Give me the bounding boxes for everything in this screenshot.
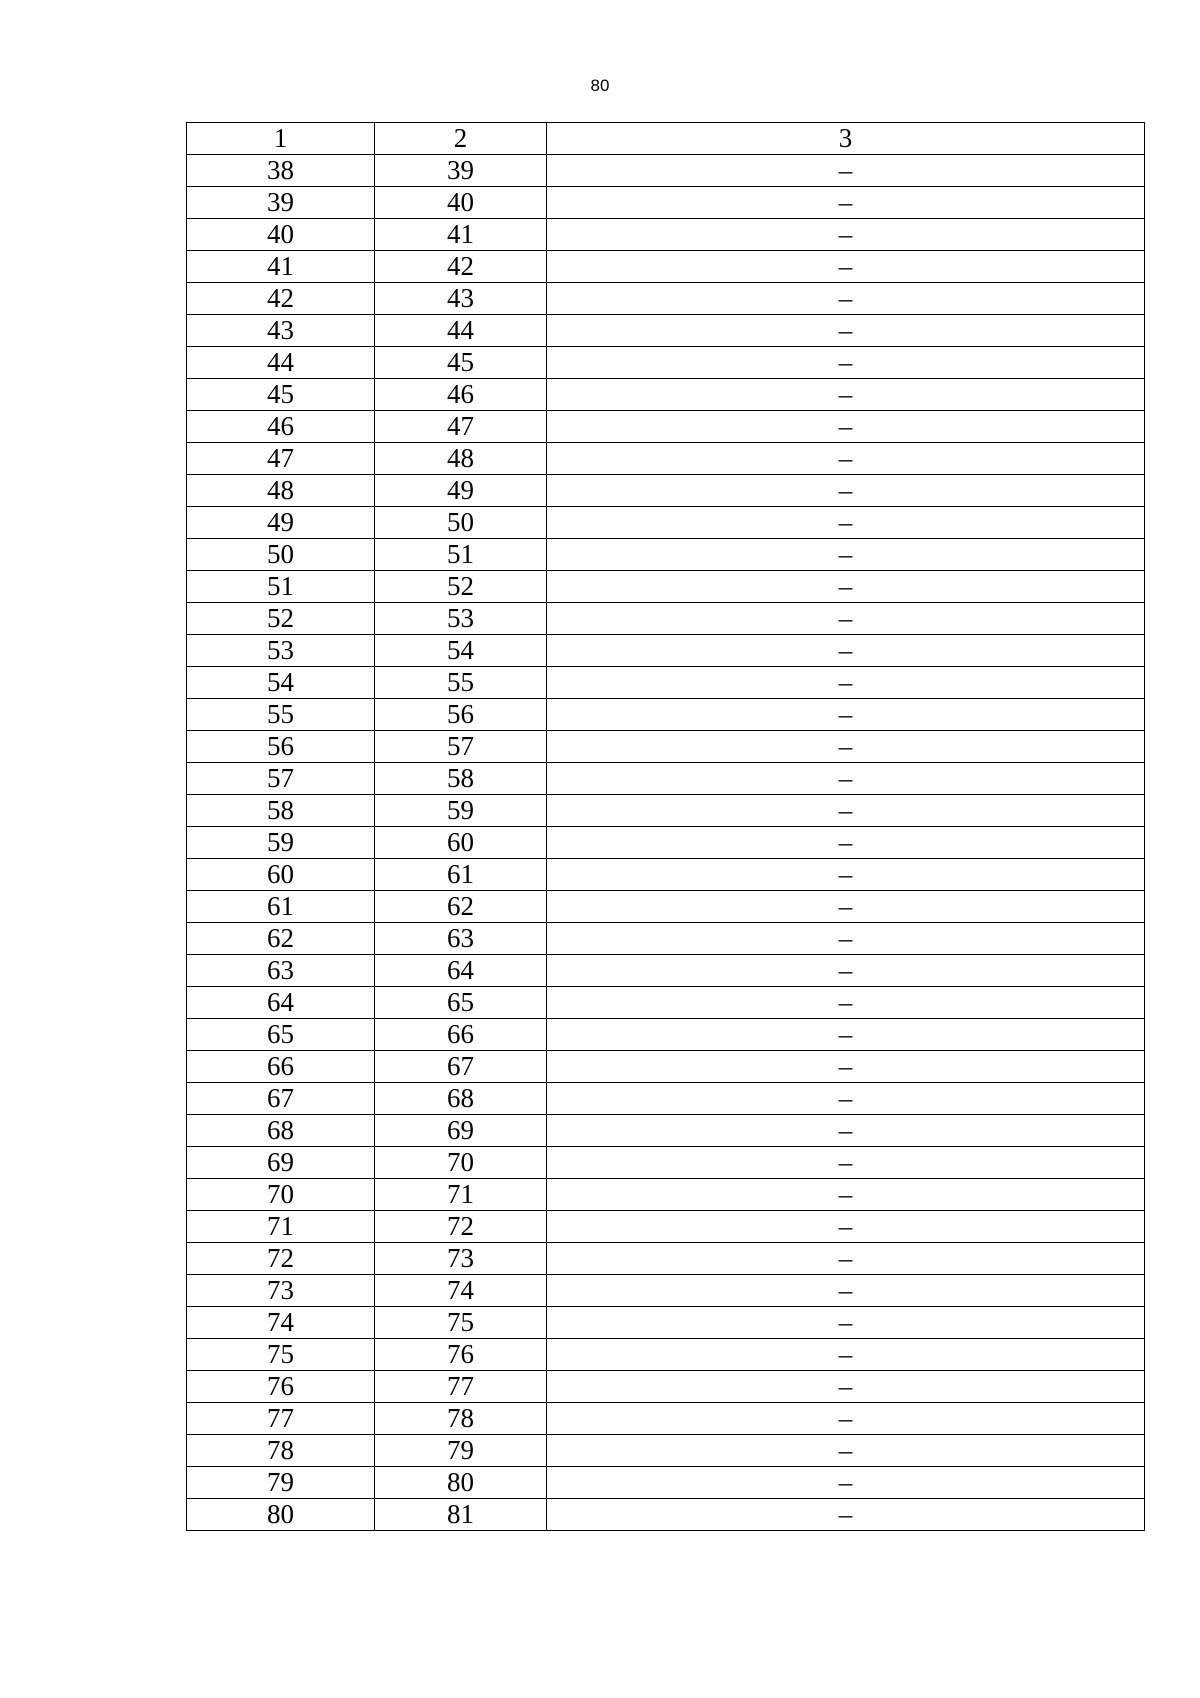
- table-cell-col-2: 53: [375, 603, 547, 635]
- table-cell-col-2: 61: [375, 859, 547, 891]
- table-cell-col-3: –: [547, 251, 1145, 283]
- table-row: [187, 283, 1145, 315]
- table-cell-col-2: 74: [375, 1275, 547, 1307]
- table-row: [187, 411, 1145, 443]
- table-cell-col-3: –: [547, 1083, 1145, 1115]
- table-cell-col-3: –: [547, 699, 1145, 731]
- table-cell-col-2: 55: [375, 667, 547, 699]
- table-cell-col-1: 65: [187, 1019, 375, 1051]
- table-row: [187, 635, 1145, 667]
- table-cell-col-1: 75: [187, 1339, 375, 1371]
- table-cell-col-3: –: [547, 1019, 1145, 1051]
- table-cell-col-3: –: [547, 475, 1145, 507]
- table-cell-col-1: 80: [187, 1499, 375, 1531]
- table-cell-col-3: –: [547, 315, 1145, 347]
- table-cell-col-3: –: [547, 859, 1145, 891]
- table-cell-col-1: 69: [187, 1147, 375, 1179]
- table-cell-col-2: 42: [375, 251, 547, 283]
- table-row: [187, 1499, 1145, 1531]
- table-cell-col-1: 47: [187, 443, 375, 475]
- table-row: [187, 1243, 1145, 1275]
- table-cell-col-2: 78: [375, 1403, 547, 1435]
- table-row: [187, 443, 1145, 475]
- table-cell-col-1: 42: [187, 283, 375, 315]
- table-cell-col-3: –: [547, 1211, 1145, 1243]
- table-cell-col-1: 61: [187, 891, 375, 923]
- table-row: [187, 1051, 1145, 1083]
- table-row: [187, 475, 1145, 507]
- table-body: [187, 155, 1145, 1531]
- table-cell-col-2: 73: [375, 1243, 547, 1275]
- table-cell-col-2: 68: [375, 1083, 547, 1115]
- table-cell-col-3: –: [547, 987, 1145, 1019]
- table-cell-col-1: 63: [187, 955, 375, 987]
- table-cell-col-1: 68: [187, 1115, 375, 1147]
- table-cell-col-2: 54: [375, 635, 547, 667]
- table-cell-col-1: 49: [187, 507, 375, 539]
- table-cell-col-3: –: [547, 1179, 1145, 1211]
- table-cell-col-3: –: [547, 379, 1145, 411]
- table-cell-col-2: 72: [375, 1211, 547, 1243]
- table-cell-col-2: 43: [375, 283, 547, 315]
- table-header: [187, 123, 1145, 155]
- table-row: [187, 667, 1145, 699]
- table-cell-col-1: 41: [187, 251, 375, 283]
- table-cell-col-1: 54: [187, 667, 375, 699]
- table-row: [187, 955, 1145, 987]
- table-cell-col-3: –: [547, 187, 1145, 219]
- table-cell-col-1: 44: [187, 347, 375, 379]
- table-cell-col-1: 72: [187, 1243, 375, 1275]
- table-cell-col-1: 55: [187, 699, 375, 731]
- table-cell-col-1: 62: [187, 923, 375, 955]
- table-cell-col-1: 64: [187, 987, 375, 1019]
- table-cell-col-3: –: [547, 539, 1145, 571]
- table-row: [187, 923, 1145, 955]
- table-row: [187, 219, 1145, 251]
- table-cell-col-3: –: [547, 891, 1145, 923]
- table-cell-col-3: –: [547, 1147, 1145, 1179]
- table-row: [187, 1115, 1145, 1147]
- table-cell-col-3: –: [547, 827, 1145, 859]
- table-cell-col-1: 67: [187, 1083, 375, 1115]
- table-cell-col-2: 69: [375, 1115, 547, 1147]
- table-cell-col-2: 49: [375, 475, 547, 507]
- table-cell-col-1: 46: [187, 411, 375, 443]
- table-cell-col-3: –: [547, 347, 1145, 379]
- table-cell-col-3: –: [547, 1275, 1145, 1307]
- table-cell-col-1: 52: [187, 603, 375, 635]
- table-cell-col-1: 74: [187, 1307, 375, 1339]
- table-cell-col-1: 39: [187, 187, 375, 219]
- table-cell-col-2: 80: [375, 1467, 547, 1499]
- table-row: [187, 1211, 1145, 1243]
- table-cell-col-1: 48: [187, 475, 375, 507]
- table-cell-col-1: 58: [187, 795, 375, 827]
- table-cell-col-1: 78: [187, 1435, 375, 1467]
- table-cell-col-2: 50: [375, 507, 547, 539]
- table-row: [187, 603, 1145, 635]
- table-cell-col-2: 40: [375, 187, 547, 219]
- table-row: [187, 1435, 1145, 1467]
- table-cell-col-1: 45: [187, 379, 375, 411]
- table-cell-col-3: –: [547, 571, 1145, 603]
- table-cell-col-3: –: [547, 411, 1145, 443]
- table-cell-col-2: 59: [375, 795, 547, 827]
- table-cell-col-2: 64: [375, 955, 547, 987]
- table-cell-col-1: 51: [187, 571, 375, 603]
- table-row: [187, 827, 1145, 859]
- table-cell-col-2: 58: [375, 763, 547, 795]
- table-cell-col-2: 81: [375, 1499, 547, 1531]
- table-cell-col-1: 71: [187, 1211, 375, 1243]
- table-row: [187, 1275, 1145, 1307]
- table-cell-col-1: 59: [187, 827, 375, 859]
- table-cell-col-2: 63: [375, 923, 547, 955]
- table-cell-col-2: 77: [375, 1371, 547, 1403]
- table-row: [187, 1467, 1145, 1499]
- table-row: [187, 1339, 1145, 1371]
- table-row: [187, 1179, 1145, 1211]
- table-cell-col-3: –: [547, 795, 1145, 827]
- table-cell-col-1: 79: [187, 1467, 375, 1499]
- table-cell-col-2: 48: [375, 443, 547, 475]
- table-row: [187, 1083, 1145, 1115]
- table-cell-col-1: 40: [187, 219, 375, 251]
- header-cell-2: 2: [375, 123, 547, 155]
- table-cell-col-3: –: [547, 1051, 1145, 1083]
- table-row: [187, 347, 1145, 379]
- table-row: [187, 987, 1145, 1019]
- table-cell-col-2: 52: [375, 571, 547, 603]
- table-header-row: [187, 123, 1145, 155]
- table-cell-col-1: 60: [187, 859, 375, 891]
- table-row: [187, 731, 1145, 763]
- table-row: [187, 1403, 1145, 1435]
- table-cell-col-2: 67: [375, 1051, 547, 1083]
- table-cell-col-2: 79: [375, 1435, 547, 1467]
- table-cell-col-1: 76: [187, 1371, 375, 1403]
- table-cell-col-3: –: [547, 667, 1145, 699]
- table-cell-col-1: 53: [187, 635, 375, 667]
- table-cell-col-3: –: [547, 155, 1145, 187]
- table-cell-col-2: 45: [375, 347, 547, 379]
- table-cell-col-2: 70: [375, 1147, 547, 1179]
- table-row: [187, 251, 1145, 283]
- table-row: [187, 795, 1145, 827]
- table-cell-col-3: –: [547, 443, 1145, 475]
- table-row: [187, 187, 1145, 219]
- table-cell-col-1: 70: [187, 1179, 375, 1211]
- table-cell-col-2: 46: [375, 379, 547, 411]
- table-cell-col-3: –: [547, 1403, 1145, 1435]
- table-cell-col-3: –: [547, 1115, 1145, 1147]
- table-cell-col-2: 71: [375, 1179, 547, 1211]
- table-row: [187, 379, 1145, 411]
- table-row: [187, 1371, 1145, 1403]
- table-cell-col-2: 39: [375, 155, 547, 187]
- table-row: [187, 891, 1145, 923]
- table-row: [187, 859, 1145, 891]
- table-cell-col-1: 56: [187, 731, 375, 763]
- data-table: [186, 122, 1145, 1531]
- table-cell-col-3: –: [547, 955, 1145, 987]
- header-cell-3: 3: [547, 123, 1145, 155]
- table-row: [187, 1147, 1145, 1179]
- table-cell-col-3: –: [547, 1339, 1145, 1371]
- table-cell-col-3: –: [547, 763, 1145, 795]
- table-cell-col-3: –: [547, 1435, 1145, 1467]
- table-row: [187, 699, 1145, 731]
- table-row: [187, 155, 1145, 187]
- table-cell-col-2: 57: [375, 731, 547, 763]
- table-cell-col-1: 77: [187, 1403, 375, 1435]
- table-cell-col-2: 62: [375, 891, 547, 923]
- table-row: [187, 315, 1145, 347]
- table-cell-col-2: 60: [375, 827, 547, 859]
- table-cell-col-3: –: [547, 283, 1145, 315]
- table-row: [187, 763, 1145, 795]
- table-cell-col-3: –: [547, 1307, 1145, 1339]
- table-cell-col-3: –: [547, 1467, 1145, 1499]
- table-cell-col-3: –: [547, 219, 1145, 251]
- table-cell-col-1: 66: [187, 1051, 375, 1083]
- page-number: 80: [590, 76, 610, 95]
- table-row: [187, 539, 1145, 571]
- table-row: [187, 1019, 1145, 1051]
- table-cell-col-1: 38: [187, 155, 375, 187]
- table-cell-col-1: 43: [187, 315, 375, 347]
- table-cell-col-3: –: [547, 603, 1145, 635]
- table-cell-col-3: –: [547, 1499, 1145, 1531]
- table-cell-col-3: –: [547, 1371, 1145, 1403]
- table-cell-col-1: 50: [187, 539, 375, 571]
- table-cell-col-2: 51: [375, 539, 547, 571]
- table-cell-col-2: 44: [375, 315, 547, 347]
- table-cell-col-2: 76: [375, 1339, 547, 1371]
- table-cell-col-2: 47: [375, 411, 547, 443]
- table-cell-col-1: 73: [187, 1275, 375, 1307]
- table-cell-col-3: –: [547, 635, 1145, 667]
- table-cell-col-3: –: [547, 731, 1145, 763]
- table-cell-col-3: –: [547, 1243, 1145, 1275]
- table-cell-col-2: 65: [375, 987, 547, 1019]
- table-row: [187, 571, 1145, 603]
- table-cell-col-2: 75: [375, 1307, 547, 1339]
- table-cell-col-2: 41: [375, 219, 547, 251]
- header-cell-1: 1: [187, 123, 375, 155]
- table-cell-col-2: 56: [375, 699, 547, 731]
- table-cell-col-3: –: [547, 507, 1145, 539]
- table-row: [187, 507, 1145, 539]
- table-cell-col-1: 57: [187, 763, 375, 795]
- table-cell-col-3: –: [547, 923, 1145, 955]
- table-cell-col-2: 66: [375, 1019, 547, 1051]
- table-row: [187, 1307, 1145, 1339]
